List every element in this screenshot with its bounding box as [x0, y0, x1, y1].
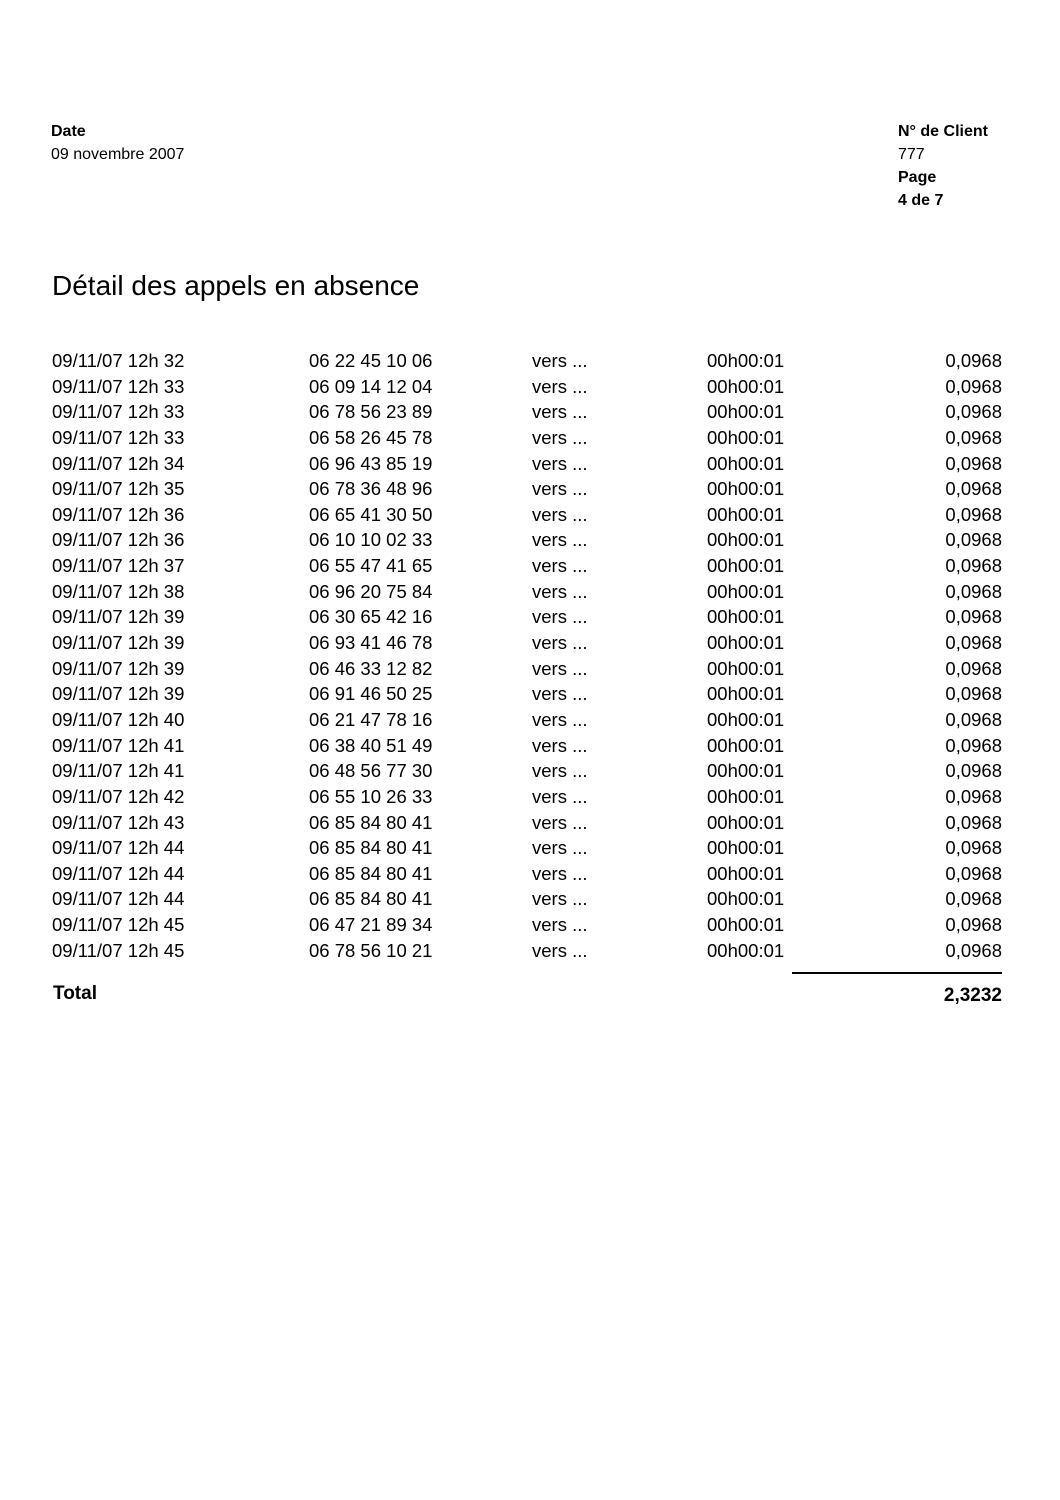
call-date: 09/11/07 12h 44 [52, 837, 185, 859]
call-direction: vers ... [532, 401, 588, 423]
call-direction: vers ... [532, 426, 588, 448]
call-direction: vers ... [532, 811, 588, 833]
client-number-label: N° de Client [898, 123, 988, 140]
table-row [0, 886, 1060, 912]
call-number: 06 91 46 50 25 [309, 683, 433, 705]
call-date: 09/11/07 12h 39 [52, 683, 185, 705]
call-direction: vers ... [532, 529, 588, 551]
call-number: 06 85 84 80 41 [309, 837, 433, 859]
call-cost: 0,0968 [945, 734, 1002, 756]
total-label: Total [53, 983, 97, 1004]
call-cost: 0,0968 [945, 606, 1002, 628]
call-date: 09/11/07 12h 33 [52, 426, 185, 448]
call-duration: 00h00:01 [707, 580, 785, 602]
call-duration: 00h00:01 [707, 426, 785, 448]
table-row [0, 784, 1060, 810]
call-number: 06 22 45 10 06 [309, 350, 433, 371]
call-number: 06 55 47 41 65 [309, 555, 433, 577]
table-row [0, 758, 1060, 784]
call-date: 09/11/07 12h 36 [52, 529, 185, 551]
call-number: 06 47 21 89 34 [309, 914, 433, 936]
call-date: 09/11/07 12h 39 [52, 657, 185, 679]
call-duration: 00h00:01 [707, 375, 785, 397]
call-number: 06 10 10 02 33 [309, 529, 433, 551]
table-row [0, 938, 1060, 964]
call-duration: 00h00:01 [707, 785, 785, 807]
call-cost: 0,0968 [945, 837, 1002, 859]
calls-table [0, 348, 1060, 963]
call-duration: 00h00:01 [707, 811, 785, 833]
table-row [0, 502, 1060, 528]
call-number: 06 48 56 77 30 [309, 760, 433, 782]
call-date: 09/11/07 12h 45 [52, 914, 185, 936]
header-date-block [51, 120, 184, 166]
page-number: 4 de 7 [898, 192, 944, 209]
call-date: 09/11/07 12h 43 [52, 811, 185, 833]
table-row [0, 374, 1060, 400]
call-date: 09/11/07 12h 33 [52, 401, 185, 423]
call-duration: 00h00:01 [707, 914, 785, 936]
call-date: 09/11/07 12h 35 [52, 478, 185, 500]
call-number: 06 78 56 23 89 [309, 401, 433, 423]
call-number: 06 65 41 30 50 [309, 503, 433, 525]
call-number: 06 96 20 75 84 [309, 580, 433, 602]
call-date: 09/11/07 12h 41 [52, 734, 185, 756]
call-direction: vers ... [532, 452, 588, 474]
total-value: 2,3232 [943, 985, 1002, 1006]
call-cost: 0,0968 [945, 529, 1002, 551]
call-duration: 00h00:01 [707, 478, 785, 500]
call-date: 09/11/07 12h 44 [52, 888, 185, 910]
call-cost: 0,0968 [945, 503, 1002, 525]
call-number: 06 38 40 51 49 [309, 734, 433, 756]
table-row [0, 425, 1060, 451]
call-cost: 0,0968 [945, 657, 1002, 679]
table-row [0, 630, 1060, 656]
call-direction: vers ... [532, 914, 588, 936]
call-date: 09/11/07 12h 36 [52, 503, 185, 525]
date-value: 09 novembre 2007 [51, 146, 185, 163]
call-duration: 00h00:01 [707, 632, 785, 654]
call-direction: vers ... [532, 785, 588, 807]
call-direction: vers ... [532, 837, 588, 859]
call-direction: vers ... [532, 606, 588, 628]
table-row [0, 527, 1060, 553]
total-divider [792, 972, 1002, 974]
header-client-block [898, 120, 988, 212]
call-direction: vers ... [532, 503, 588, 525]
call-duration: 00h00:01 [707, 760, 785, 782]
call-date: 09/11/07 12h 39 [52, 606, 185, 628]
call-direction: vers ... [532, 683, 588, 705]
call-date: 09/11/07 12h 39 [52, 632, 185, 654]
call-duration: 00h00:01 [707, 503, 785, 525]
call-cost: 0,0968 [945, 888, 1002, 910]
table-row [0, 656, 1060, 682]
call-cost: 0,0968 [945, 426, 1002, 448]
call-direction: vers ... [532, 708, 588, 730]
call-direction: vers ... [532, 939, 588, 961]
call-duration: 00h00:01 [707, 350, 785, 371]
call-number: 06 85 84 80 41 [309, 862, 433, 884]
table-row [0, 348, 1060, 374]
client-number-value: 777 [898, 146, 925, 163]
call-number: 06 21 47 78 16 [309, 708, 433, 730]
call-date: 09/11/07 12h 41 [52, 760, 185, 782]
call-cost: 0,0968 [945, 914, 1002, 936]
page-label: Page [898, 169, 937, 186]
call-duration: 00h00:01 [707, 555, 785, 577]
table-row [0, 861, 1060, 887]
table-row [0, 604, 1060, 630]
call-number: 06 46 33 12 82 [309, 657, 433, 679]
table-row [0, 912, 1060, 938]
call-direction: vers ... [532, 555, 588, 577]
table-row [0, 579, 1060, 605]
call-duration: 00h00:01 [707, 734, 785, 756]
call-duration: 00h00:01 [707, 683, 785, 705]
call-cost: 0,0968 [945, 632, 1002, 654]
call-date: 09/11/07 12h 33 [52, 375, 185, 397]
call-cost: 0,0968 [945, 580, 1002, 602]
call-direction: vers ... [532, 862, 588, 884]
call-date: 09/11/07 12h 32 [52, 350, 185, 371]
call-number: 06 85 84 80 41 [309, 888, 433, 910]
call-cost: 0,0968 [945, 478, 1002, 500]
call-duration: 00h00:01 [707, 862, 785, 884]
call-duration: 00h00:01 [707, 529, 785, 551]
call-cost: 0,0968 [945, 785, 1002, 807]
call-date: 09/11/07 12h 45 [52, 939, 185, 961]
call-direction: vers ... [532, 632, 588, 654]
table-row [0, 733, 1060, 759]
call-number: 06 85 84 80 41 [309, 811, 433, 833]
table-row [0, 835, 1060, 861]
table-row [0, 476, 1060, 502]
call-direction: vers ... [532, 734, 588, 756]
call-cost: 0,0968 [945, 401, 1002, 423]
call-duration: 00h00:01 [707, 939, 785, 961]
call-cost: 0,0968 [945, 708, 1002, 730]
table-row [0, 399, 1060, 425]
call-duration: 00h00:01 [707, 452, 785, 474]
call-number: 06 55 10 26 33 [309, 785, 433, 807]
call-date: 09/11/07 12h 34 [52, 452, 185, 474]
call-number: 06 78 56 10 21 [309, 939, 433, 961]
call-duration: 00h00:01 [707, 401, 785, 423]
table-row [0, 681, 1060, 707]
call-direction: vers ... [532, 888, 588, 910]
call-cost: 0,0968 [945, 555, 1002, 577]
call-number: 06 78 36 48 96 [309, 478, 433, 500]
call-date: 09/11/07 12h 44 [52, 862, 185, 884]
call-date: 09/11/07 12h 37 [52, 555, 185, 577]
call-date: 09/11/07 12h 42 [52, 785, 185, 807]
page-title: Détail des appels en absence [52, 270, 420, 301]
call-duration: 00h00:01 [707, 657, 785, 679]
table-row [0, 451, 1060, 477]
call-cost: 0,0968 [945, 939, 1002, 961]
call-number: 06 93 41 46 78 [309, 632, 433, 654]
call-number: 06 96 43 85 19 [309, 452, 433, 474]
call-cost: 0,0968 [945, 375, 1002, 397]
call-date: 09/11/07 12h 40 [52, 708, 185, 730]
call-cost: 0,0968 [945, 760, 1002, 782]
table-row [0, 707, 1060, 733]
call-number: 06 09 14 12 04 [309, 375, 433, 397]
call-cost: 0,0968 [945, 452, 1002, 474]
table-row [0, 553, 1060, 579]
call-number: 06 58 26 45 78 [309, 426, 433, 448]
call-direction: vers ... [532, 375, 588, 397]
call-direction: vers ... [532, 657, 588, 679]
call-duration: 00h00:01 [707, 888, 785, 910]
date-label: Date [51, 123, 86, 140]
call-number: 06 30 65 42 16 [309, 606, 433, 628]
call-date: 09/11/07 12h 38 [52, 580, 185, 602]
call-duration: 00h00:01 [707, 837, 785, 859]
table-row [0, 810, 1060, 836]
call-direction: vers ... [532, 580, 588, 602]
call-direction: vers ... [532, 760, 588, 782]
call-cost: 0,0968 [945, 862, 1002, 884]
call-cost: 0,0968 [945, 683, 1002, 705]
call-direction: vers ... [532, 478, 588, 500]
call-cost: 0,0968 [945, 811, 1002, 833]
call-duration: 00h00:01 [707, 606, 785, 628]
call-duration: 00h00:01 [707, 708, 785, 730]
call-direction: vers ... [532, 350, 588, 371]
call-cost: 0,0968 [945, 350, 1002, 371]
